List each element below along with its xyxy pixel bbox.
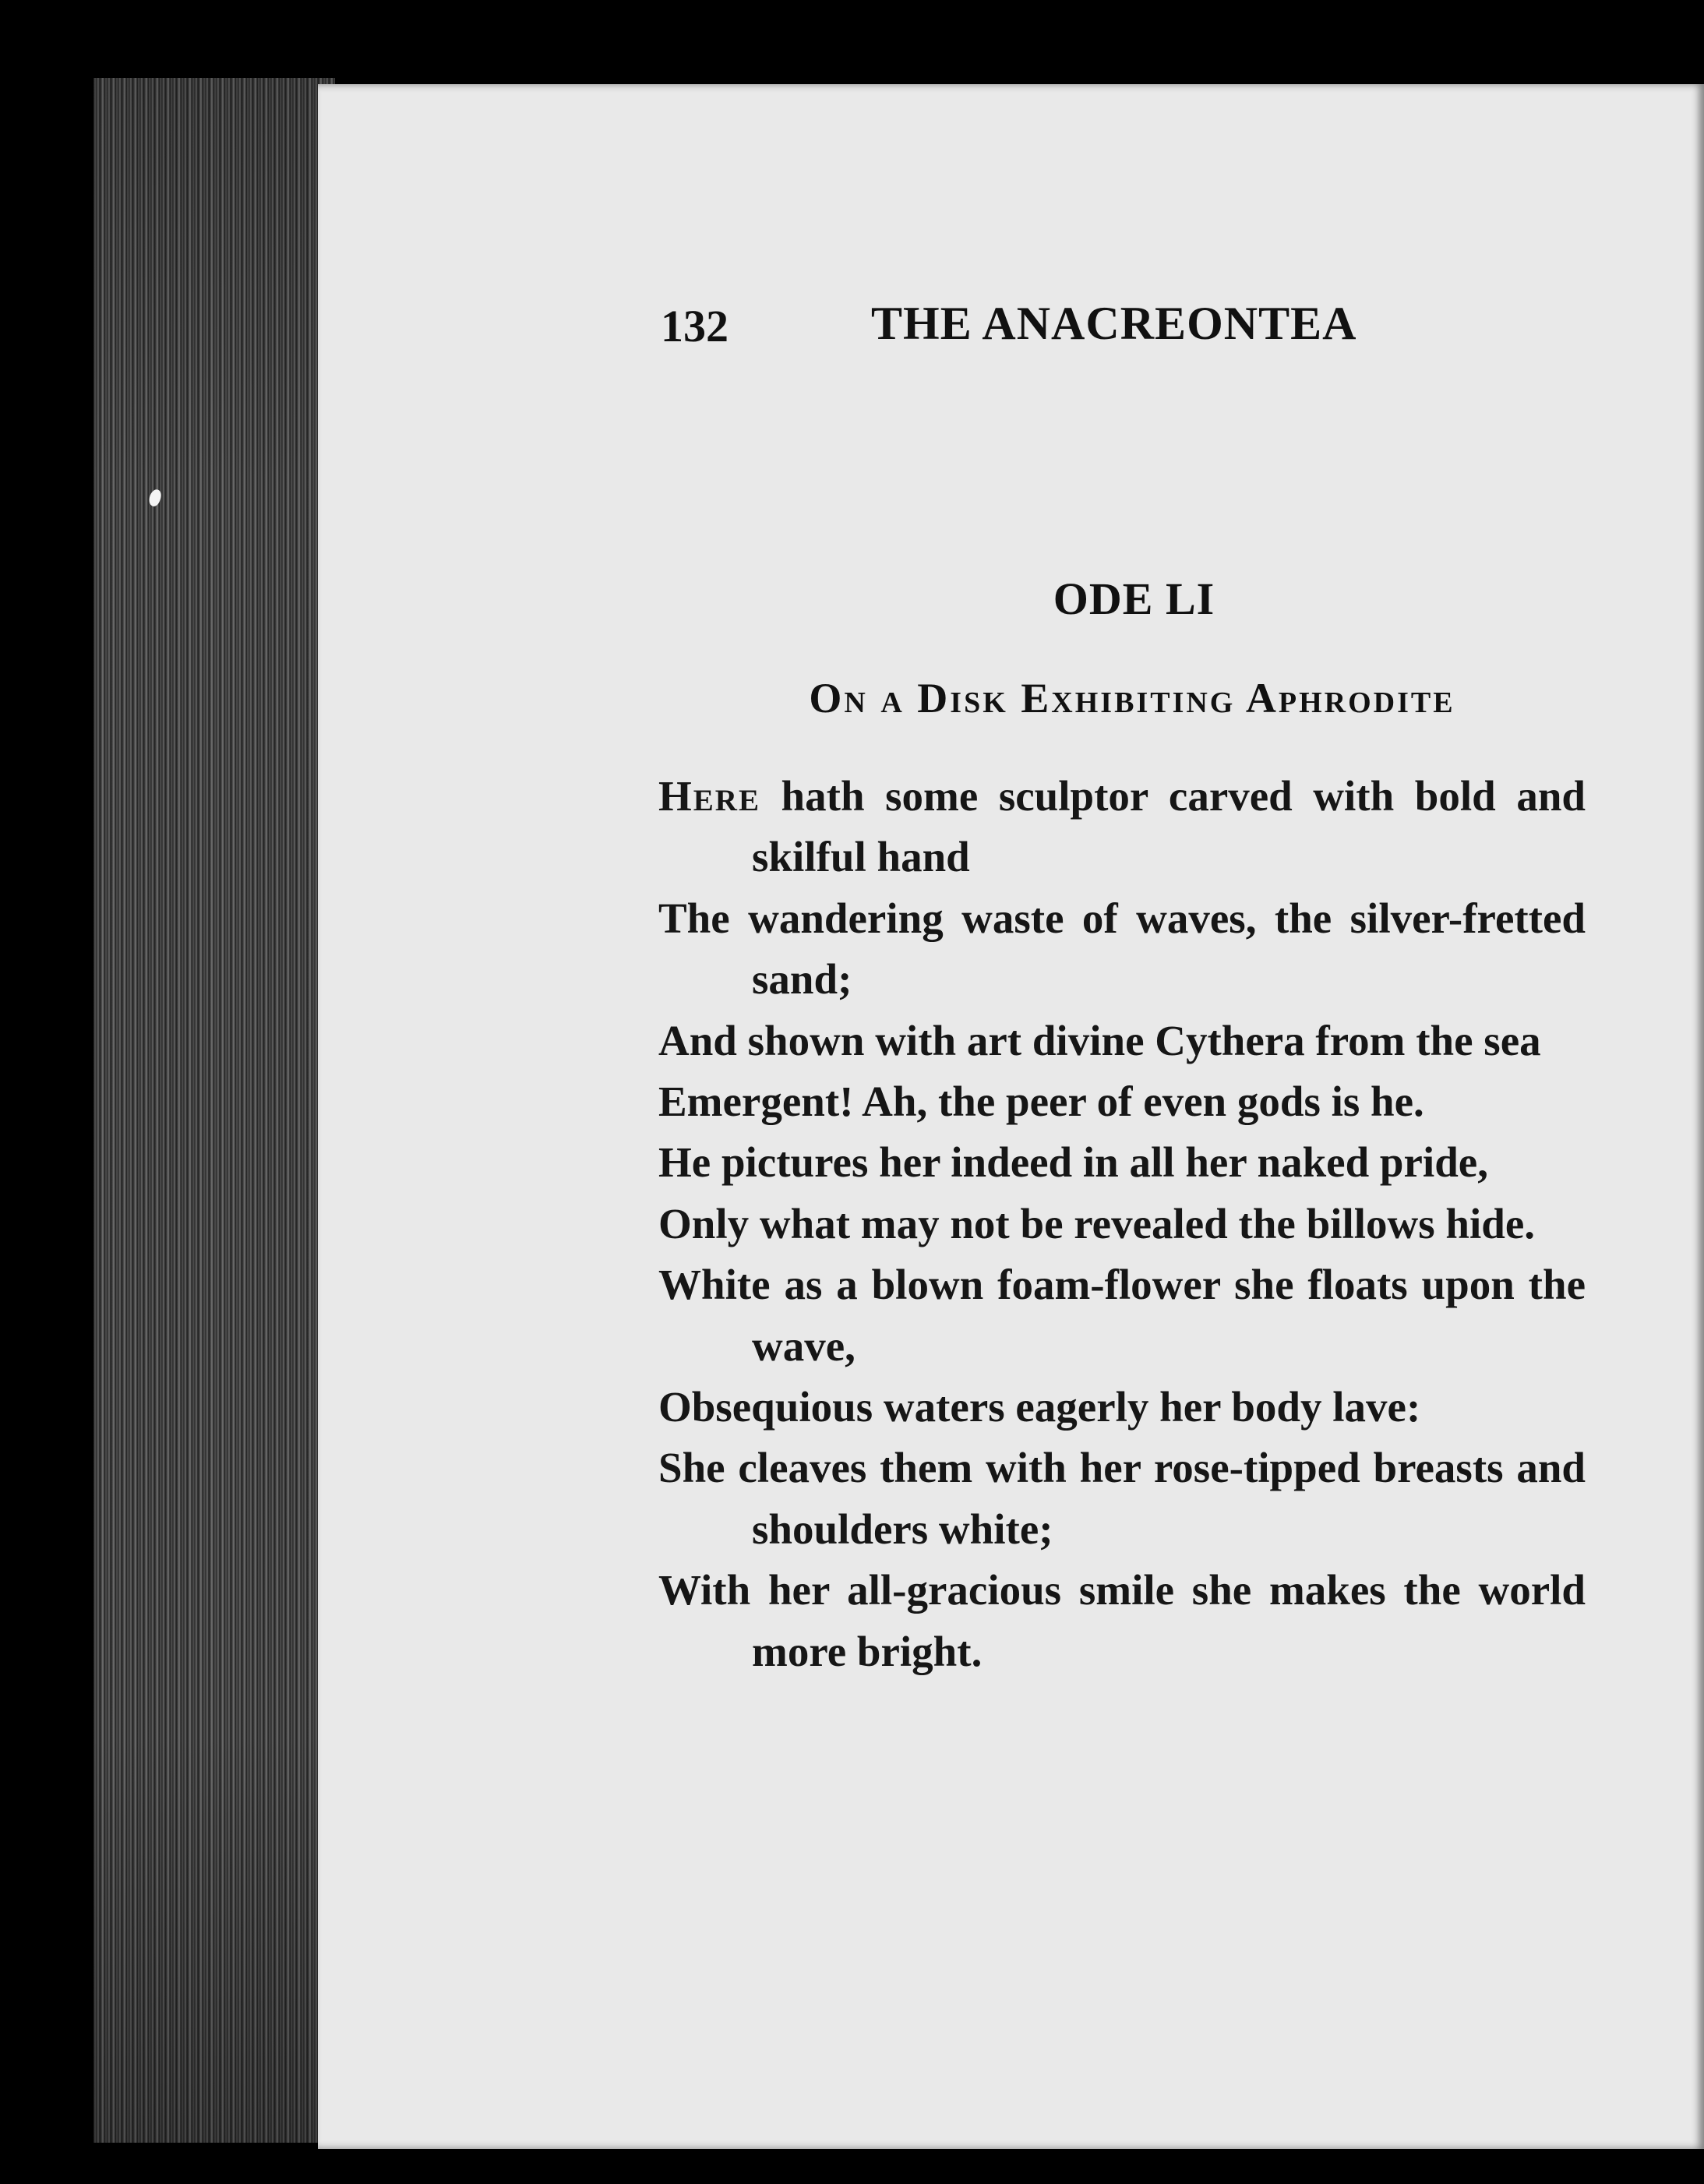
verse-line: He pictures her indeed in all her naked pride, [658,1138,1488,1187]
verse-line: Obsequious waters eagerly her body lave: [658,1383,1421,1431]
verse-line: With her all-gracious smile she makes the world more bright. [658,1566,1586,1675]
verse-line: Emergent! Ah, the peer of even gods is he. [658,1078,1424,1126]
verse-line: And shown with art divine Cythera from the sea [658,1016,1541,1064]
verse-text: hath some sculptor carved with bold and skilful hand [752,772,1586,881]
running-head: THE ANACREONTEA [871,298,1357,349]
verse-line: Only what may not be revealed the billows hide. [658,1199,1536,1247]
poem-body [658,766,1586,1682]
verse-line: White as a blown foam-flower she floats upon the wave, [658,1261,1586,1370]
page-number: 132 [661,301,729,351]
opening-word: Here [658,772,760,820]
verse-line [658,766,1586,888]
page-edges-shading [93,78,335,2143]
verse-line: The wandering waste of waves, the silver-fretted sand; [658,894,1586,1004]
page-header [661,300,1440,370]
ode-subtitle: On a Disk Exhibiting Aphrodite [809,675,1455,722]
verse-line: She cleaves them with her rose-tipped breasts and shoulders white; [658,1444,1586,1553]
ode-title: ODE LI [1053,573,1215,624]
